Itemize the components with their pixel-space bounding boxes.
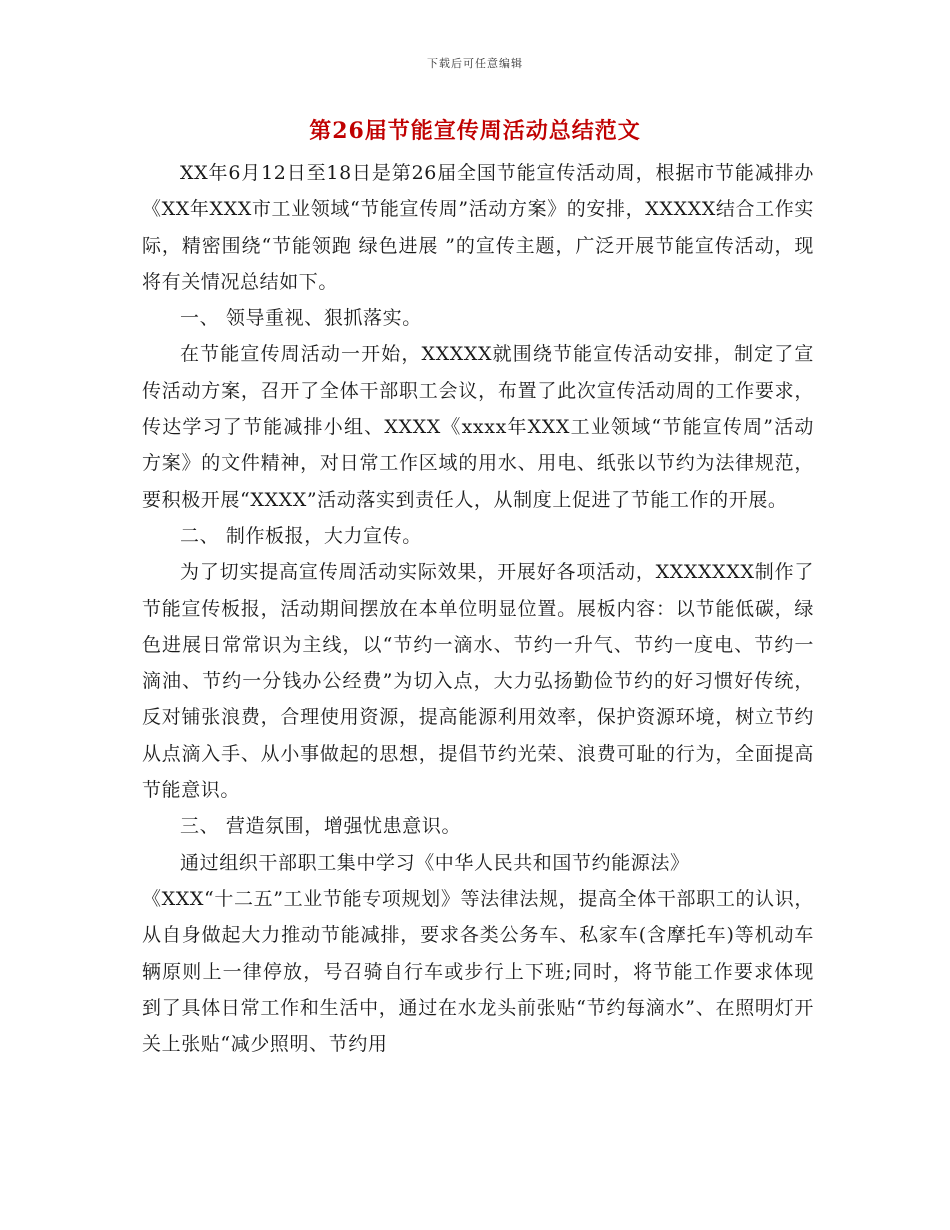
page-header-note: 下载后可任意编辑 xyxy=(427,57,523,70)
section-heading-3: 三、 营造氛围，增强忧患意识。 xyxy=(180,815,462,838)
section-heading-2: 二、 制作板报，大力宣传。 xyxy=(180,524,422,547)
paragraph-section-1: 在节能宣传周活动一开始，XXXXX就围绕节能宣传活动安排，制定了宣传活动方案，召开了全体干部职工会议，布置了此次宣传活动周的工作要求，传达学习了节能减排小组、XXXX《xxxx年XXX工业领域“节能宣传周”活动方案》的文件精神，对日常工作区域的用水、用电、纸张以节约为法律规范，要积极开展“XXXX”活动落实到责任人，从制度上促进了节能工作的开展。 xyxy=(142,343,814,511)
paragraph-section-3-body: 《XXX“十二五”工业节能专项规划》等法律法规，提高全体干部职工的认识，从自身做起大力推动节能减排，要求各类公务车、私家车(含摩托车)等机动车辆原则上一律停放，号召骑自行车或步行上下班;同时，将节能工作要求体现到了具体日常工作和生活中，通过在水龙头前张贴“节约每滴水”、在照明灯开关上张贴“减少照明、节约用 xyxy=(142,887,814,1056)
document-title: 第26届节能宣传周活动总结范文 xyxy=(309,118,641,144)
section-heading-1: 一、 领导重视、狠抓落实。 xyxy=(180,307,422,330)
paragraph-section-2: 为了切实提高宣传周活动实际效果，开展好各项活动，XXXXXXX制作了节能宣传板报，活动期间摆放在本单位明显位置。展板内容：以节能低碳，绿色进展日常常识为主线，以“节约一滴水、节约一升气、节约一度电、节约一滴油、节约一分钱办公经费”为切入点，大力弘扬勤俭节约的好习惯好传统，反对铺张浪费，合理使用资源，提高能源利用效率，保护资源环境，树立节约从点滴入手、从小事做起的思想，提倡节约光荣、浪费可耻的行为，全面提高节能意识。 xyxy=(142,561,814,802)
document-body xyxy=(142,155,814,1062)
paragraph-section-3-lead: 通过组织干部职工集中学习《中华人民共和国节约能源法》 xyxy=(180,851,690,874)
paragraph-intro: XX年6月12日至18日是第26届全国节能宣传活动周，根据市节能减排办《XX年XXX市工业领域“节能宣传周”活动方案》的安排，XXXXX结合工作实际，精密围绕“节能领跑 绿色进展 ”的宣传主题，广泛开展节能宣传活动，现将有关情况总结如下。 xyxy=(142,162,814,293)
